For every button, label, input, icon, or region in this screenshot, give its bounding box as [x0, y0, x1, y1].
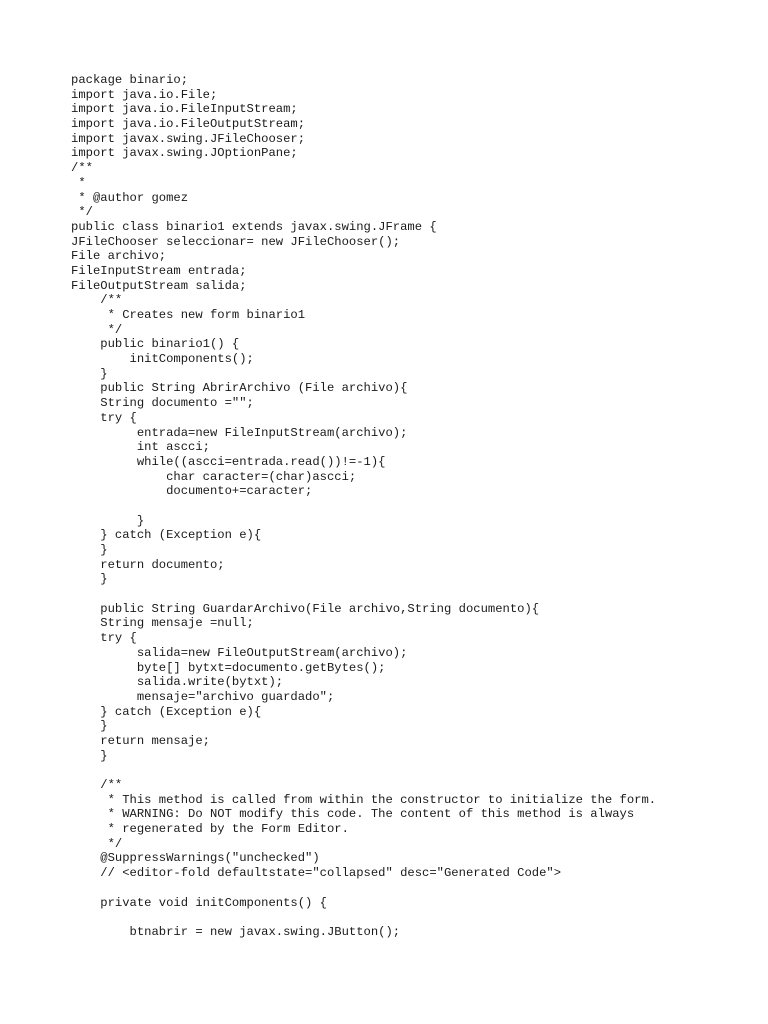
- code-line: public class binario1 extends javax.swing.JFrame {: [71, 219, 437, 234]
- code-line: import java.io.File;: [71, 87, 218, 102]
- code-line: String mensaje =null;: [71, 616, 254, 631]
- code-line: * @author gomez: [71, 190, 189, 205]
- code-line: } catch (Exception e){: [71, 528, 262, 543]
- code-line: }: [71, 513, 145, 528]
- code-line: try {: [71, 631, 137, 646]
- code-line: btnabrir = new javax.swing.JButton();: [71, 924, 401, 939]
- code-line: [71, 587, 761, 602]
- code-line: */: [71, 322, 123, 337]
- code-line: // <editor-fold defaultstate="collapsed" desc="Generated Code">: [71, 866, 562, 881]
- code-line: mensaje="archivo guardado";: [71, 689, 335, 704]
- code-line: private void initComponents() {: [71, 895, 327, 910]
- code-line: FileInputStream entrada;: [71, 263, 247, 278]
- code-line: salida.write(bytxt);: [71, 675, 284, 690]
- code-line: }: [71, 719, 108, 734]
- code-line: } catch (Exception e){: [71, 704, 262, 719]
- code-line: * regenerated by the Form Editor.: [71, 822, 349, 837]
- code-line: * This method is called from within the constructor to initialize the form.: [71, 792, 657, 807]
- code-line: salida=new FileOutputStream(archivo);: [71, 645, 408, 660]
- code-line: [71, 910, 761, 925]
- code-line: }: [71, 748, 108, 763]
- code-line: * Creates new form binario1: [71, 308, 306, 322]
- code-line: import javax.swing.JOptionPane;: [71, 146, 298, 161]
- code-listing: [71, 73, 761, 940]
- code-line: File archivo;: [71, 249, 167, 264]
- code-line: }: [71, 572, 108, 587]
- code-line: */: [71, 205, 93, 220]
- code-line: * WARNING: Do NOT modify this code. The content of this method is always: [71, 807, 635, 822]
- code-line: initComponents();: [71, 352, 254, 367]
- code-line: public String GuardarArchivo(File archivo,String documento){: [71, 601, 540, 616]
- code-line: return documento;: [71, 557, 225, 572]
- code-line: char caracter=(char)ascci;: [71, 469, 357, 484]
- code-line: *: [71, 175, 86, 190]
- code-line: JFileChooser seleccionar= new JFileChooser();: [71, 234, 401, 249]
- code-line: documento+=caracter;: [71, 484, 313, 499]
- code-line: String documento ="";: [71, 396, 254, 411]
- code-line: import java.io.FileInputStream;: [71, 102, 298, 117]
- code-line: import javax.swing.JFileChooser;: [71, 131, 306, 146]
- code-line: [71, 881, 761, 896]
- code-line: int ascci;: [71, 440, 210, 455]
- code-line: [71, 763, 761, 778]
- code-line: /**: [71, 161, 93, 176]
- code-line: */: [71, 836, 123, 851]
- code-line: /**: [71, 293, 123, 308]
- code-line: [71, 499, 761, 514]
- code-line: /**: [71, 778, 123, 792]
- code-line: return mensaje;: [71, 733, 210, 748]
- code-line: package binario;: [71, 73, 189, 87]
- code-line: while((ascci=entrada.read())!=-1){: [71, 454, 386, 469]
- code-line: public binario1() {: [71, 337, 240, 352]
- code-line: @SuppressWarnings("unchecked"): [71, 851, 320, 866]
- code-line: FileOutputStream salida;: [71, 278, 247, 293]
- code-line: }: [71, 366, 108, 381]
- code-line: entrada=new FileInputStream(archivo);: [71, 425, 408, 440]
- code-line: public String AbrirArchivo (File archivo){: [71, 381, 408, 396]
- code-line: }: [71, 543, 108, 557]
- code-line: import java.io.FileOutputStream;: [71, 117, 306, 132]
- code-line: try {: [71, 410, 137, 425]
- code-line: byte[] bytxt=documento.getBytes();: [71, 660, 386, 675]
